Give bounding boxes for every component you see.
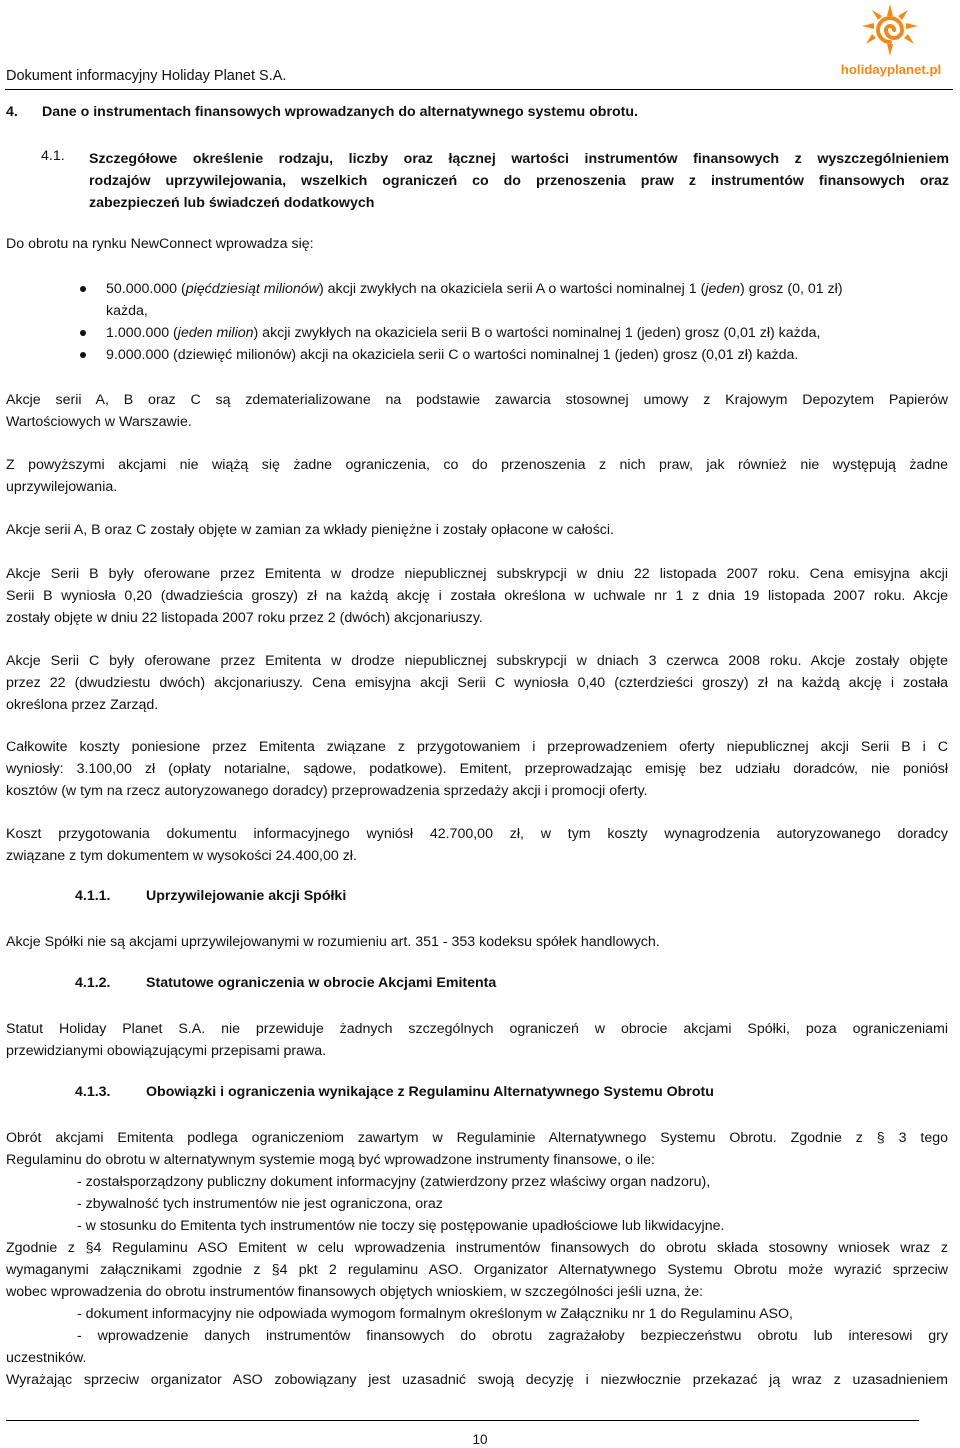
- logo-wordmark: holidayplanet.pl: [840, 62, 942, 77]
- bullet-text: każda,: [106, 303, 148, 319]
- bullet-item: [106, 278, 948, 322]
- bullet-item: [106, 322, 948, 344]
- paragraph-line: Akcje serii A, B oraz C zostały objęte w zamian za wkłady pieniężne i zostały opłacone w całości.: [6, 522, 614, 538]
- subsection-number: 4.1.2.: [75, 975, 111, 991]
- sun-spiral-icon: [828, 2, 952, 64]
- paragraph-line: określona przez Zarząd.: [6, 697, 159, 713]
- bullet-italic: jeden milion: [177, 325, 254, 341]
- paragraph-line: zostały objęte w dniu 22 listopada 2007 roku przez 2 (dwóch) akcjonariuszy.: [6, 610, 483, 626]
- paragraph-line: Koszt przygotowania dokumentu informacyjnego wyniósł 42.700,00 zł, w tym koszty wynagrodzenia autoryzowanego doradcy: [6, 826, 948, 842]
- paragraph: [6, 1237, 948, 1303]
- dash-list-item: - zbywalność tych instrumentów nie jest ograniczona, oraz: [77, 1196, 443, 1212]
- subsection-title-line: rodzajów uprzywilejowania, wszelkich ograniczeń co do przenoszenia praw z instrumentów finansowych oraz: [89, 173, 949, 189]
- bullet-text: 1.000.000 (: [106, 325, 178, 341]
- bullet-dot: [80, 286, 86, 292]
- paragraph-line: wobec wprowadzenia do obrotu instrumentów finansowych objętych wnioskiem, w szczególności jeśli uzna, że:: [6, 1284, 704, 1300]
- subsection-title-line: Szczegółowe określenie rodzaju, liczby oraz łącznej wartości instrumentów finansowych z wyszczególnieniem: [89, 151, 949, 167]
- bullet-text: ) akcji zwykłych na okaziciela serii A o wartości nominalnej 1 (: [318, 281, 706, 297]
- paragraph: Akcje Spółki nie są akcjami uprzywilejowanymi w rozumieniu art. 351 - 353 kodeksu spółek handlowych.: [6, 934, 660, 950]
- paragraph-line: przez 22 (dwudziestu dwóch) akcjonariuszy. Cena emisyjna akcji Serii C wyniosła 0,40 (czterdzieści groszy) zł na każdą akcję i została: [6, 675, 948, 691]
- bullet-dot: [80, 330, 86, 336]
- paragraph-line: Z powyższymi akcjami nie wiążą się żadne ograniczenia, co do przenoszenia z nich praw, jak również nie występują żadne: [6, 457, 948, 473]
- paragraph: Wyrażając sprzeciw organizator ASO zobowiązany jest uzasadnić swoją decyzję i niezwłocznie przekazać ją wraz z uzasadnieniem: [6, 1372, 948, 1388]
- paragraph: [6, 454, 948, 498]
- bullet-text: ) grosz (0, 01 zł): [740, 281, 843, 297]
- bullet-item: [106, 344, 948, 366]
- footer-divider: [6, 1420, 919, 1421]
- paragraph: [6, 563, 948, 629]
- paragraph-line: Akcje Serii B były oferowane przez Emitenta w drodze niepublicznej subskrypcji w dniu 22 listopada 2007 roku. Cena emisyjna akcji: [6, 566, 948, 582]
- bullet-italic: jeden: [705, 281, 741, 297]
- paragraph-line: uczestników.: [6, 1350, 87, 1366]
- bullet-italic: pięćdziesiąt milionów: [185, 281, 319, 297]
- paragraph-line: uprzywilejowania.: [6, 479, 118, 495]
- bullet-text: 9.000.000 (dziewięć milionów) akcji na okaziciela serii C o wartości nominalnej 1 (jeden) grosz (0,01 zł) każda.: [106, 347, 799, 363]
- paragraph-line: Obrót akcjami Emitenta podlega ograniczeniom zawartym w Regulaminie Alternatywnego Systemu Obrotu. Zgodnie z § 3 tego: [6, 1130, 948, 1146]
- dash-list-item: - zostałsporządzony publiczny dokument informacyjny (zatwierdzony przez właściwy organ nadzoru),: [77, 1174, 711, 1190]
- paragraph: [6, 736, 948, 802]
- paragraph-line: przewidzianymi obowiązującymi przepisami prawa.: [6, 1043, 327, 1059]
- paragraph-line: Akcje Serii C były oferowane przez Emitenta w drodze niepublicznej subskrypcji w dniach 3 czerwca 2008 roku. Akcje zostały objęte: [6, 653, 948, 669]
- paragraph-line: Zgodnie z §4 Regulaminu ASO Emitent w celu wprowadzenia instrumentów finansowych do obrotu składa stosowny wniosek wraz z: [6, 1240, 948, 1256]
- paragraph-line: Serii B wyniosła 0,20 (dwadzieścia groszy) zł na każdą akcję i została określona w uchwale nr 1 z dnia 19 listopada 2007 roku. Akcje: [6, 588, 948, 604]
- header-divider: [5, 89, 953, 90]
- paragraph-line: wymaganymi załącznikami zgodnie z §4 pkt 2 regulaminu ASO. Organizator Alternatywnego Systemu Obrotu może wyrazić sprzeciw: [6, 1262, 948, 1278]
- bullet-text: ) akcji zwykłych na okaziciela serii B o wartości nominalnej 1 (jeden) grosz (0,01 zł) każda,: [253, 325, 821, 341]
- document-header-title: Dokument informacyjny Holiday Planet S.A.: [6, 68, 287, 84]
- paragraph: [6, 1127, 948, 1171]
- subsection-title: Uprzywilejowanie akcji Spółki: [146, 888, 347, 904]
- section-number: 4.: [6, 104, 18, 120]
- intro-text: Do obrotu na rynku NewConnect wprowadza się:: [6, 236, 314, 252]
- subsection-title: Obowiązki i ograniczenia wynikające z Regulaminu Alternatywnego Systemu Obrotu: [146, 1084, 714, 1100]
- paragraph: [6, 1018, 948, 1062]
- paragraph-line: Statut Holiday Planet S.A. nie przewiduje żadnych szczególnych ograniczeń w obrocie akcjami Spółki, poza ograniczeniami: [6, 1021, 948, 1037]
- paragraph-line: Akcje serii A, B oraz C są zdematerializowane na podstawie zawarcia stosownej umowy z Krajowym Depozytem Papierów: [6, 392, 948, 408]
- bullet-text: 50.000.000 (: [106, 281, 186, 297]
- dash-list-item: - w stosunku do Emitenta tych instrumentów nie toczy się postępowanie upadłościowe lub likwidacyjne.: [77, 1218, 725, 1234]
- subsection-number: 4.1.3.: [75, 1084, 111, 1100]
- page-number: 10: [472, 1432, 488, 1447]
- subsection-number: 4.1.1.: [75, 888, 111, 904]
- dash-list-item: - dokument informacyjny nie odpowiada wymogom formalnym określonym w Załączniku nr 1 do Regulaminu ASO,: [77, 1306, 793, 1322]
- subsection-number: 4.1.: [41, 148, 65, 164]
- paragraph-line: Wartościowych w Warszawie.: [6, 414, 192, 430]
- paragraph: [6, 389, 948, 433]
- paragraph-line: Całkowite koszty poniesione przez Emitenta związane z przygotowaniem i przeprowadzeniem oferty niepublicznej akcji Serii B i C: [6, 739, 948, 755]
- paragraph-line: związane z tym dokumentem w wysokości 24.400,00 zł.: [6, 848, 357, 864]
- paragraph: [6, 650, 948, 716]
- paragraph-line: wyniosły: 3.100,00 zł (opłaty notarialne, sądowe, podatkowe). Emitent, przeprowadzając emisję bez udziału doradców, nie poniósł: [6, 761, 948, 777]
- subsection-title: Statutowe ograniczenia w obrocie Akcjami Emitenta: [146, 975, 497, 991]
- dash-list-item: - wprowadzenie danych instrumentów finansowych do obrotu zagrażałoby bezpieczeństwu obrotu lub interesowi gry: [77, 1328, 948, 1344]
- subsection-title: [89, 148, 949, 214]
- paragraph: [6, 823, 948, 867]
- subsection-title-line: zabezpieczeń lub świadczeń dodatkowych: [89, 195, 375, 211]
- section-title: Dane o instrumentach finansowych wprowadzanych do alternatywnego systemu obrotu.: [42, 104, 638, 120]
- paragraph-line: Regulaminu do obrotu w alternatywnym systemie mogą być wprowadzone instrumenty finansowe, o ile:: [6, 1152, 655, 1168]
- paragraph-line: kosztów (w tym na rzecz autoryzowanego doradcy) przeprowadzenia sprzedaży akcji i promocji oferty.: [6, 783, 648, 799]
- paragraph: [6, 519, 948, 541]
- bullet-dot: [80, 352, 86, 358]
